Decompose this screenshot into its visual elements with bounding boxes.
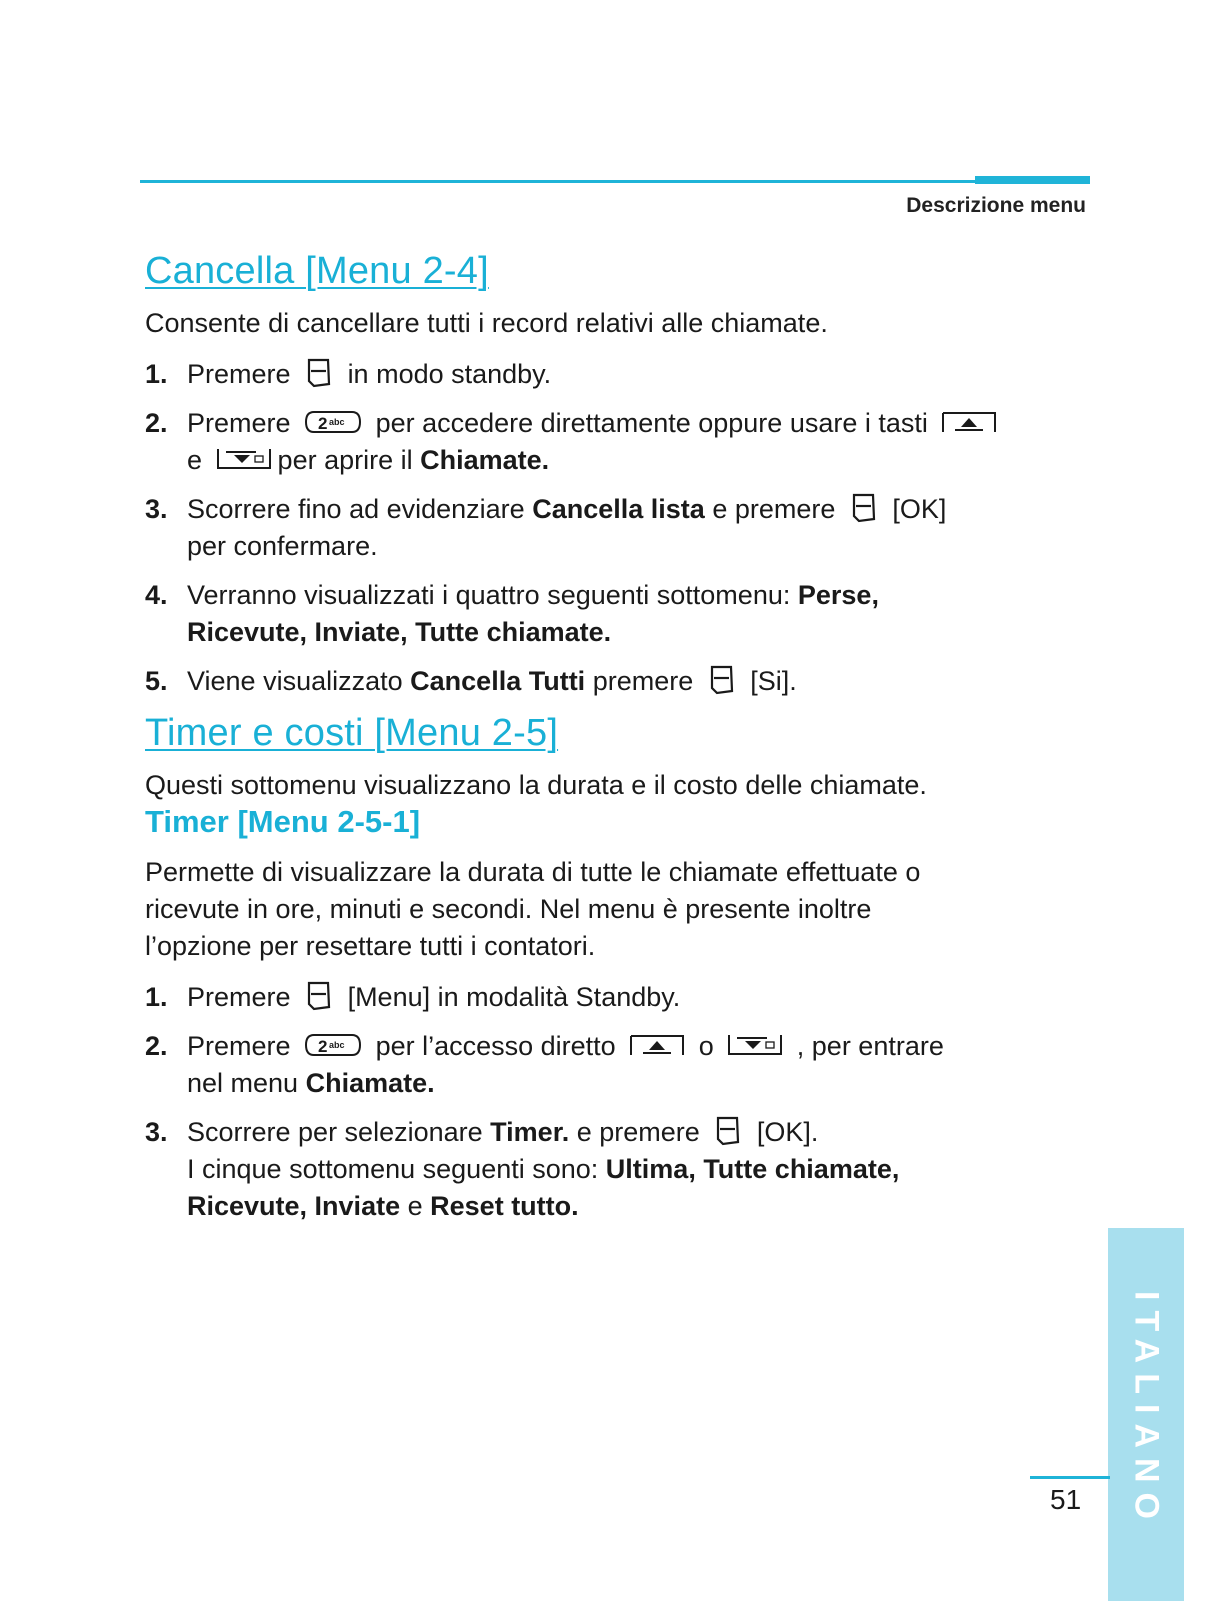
header-rule — [140, 180, 1090, 183]
list-item — [145, 1028, 1090, 1102]
step-text: Scorrere per selezionare — [187, 1117, 483, 1147]
list-item — [145, 663, 1090, 700]
subsection-paragraph — [145, 854, 1090, 965]
step-text: Premere — [187, 982, 291, 1012]
step-text: [Menu] in modalità Standby. — [347, 982, 681, 1012]
step-text: o — [698, 1031, 714, 1061]
steps-list-cancella — [145, 356, 1090, 700]
nav-up-key-icon — [629, 1032, 685, 1058]
section-title-cancella: Cancella [Menu 2-4] — [145, 250, 489, 292]
step-bold-text: Ultima, Tutte chiamate, — [605, 1154, 900, 1184]
step-text: e — [187, 445, 203, 475]
step-text: nel menu — [187, 1068, 299, 1098]
step-text: Premere — [187, 1031, 291, 1061]
step-text: [OK]. — [756, 1117, 819, 1147]
step-number: 2. — [145, 408, 168, 438]
step-text: Verranno visualizzati i quattro seguenti sottomenu: — [187, 580, 791, 610]
step-text: per aprire il — [277, 445, 413, 475]
step-number: 4. — [145, 580, 168, 610]
step-bold-text: Ricevute, Inviate, Tutte chiamate. — [187, 617, 612, 647]
list-item — [145, 491, 1090, 565]
nav-up-key-icon — [941, 409, 997, 435]
left-soft-key-icon — [709, 664, 735, 696]
step-text: Premere — [187, 408, 291, 438]
step-bold-text: Reset tutto. — [430, 1191, 579, 1221]
section-intro-cancella: Consente di cancellare tutti i record relativi alle chiamate. — [145, 308, 828, 338]
language-side-tab-label: ITALIANO — [1127, 1290, 1166, 1530]
header-rule-accent — [975, 176, 1090, 184]
section-title-timer-costi: Timer e costi [Menu 2-5] — [145, 712, 559, 754]
step-bold-text: Chiamate. — [305, 1068, 435, 1098]
step-text: e — [407, 1191, 423, 1221]
left-soft-key-icon — [851, 492, 877, 524]
list-item — [145, 1114, 1090, 1225]
step-text: per confermare. — [187, 531, 378, 561]
list-item — [145, 979, 1090, 1016]
steps-list-timer — [145, 979, 1090, 1225]
step-bold-text: Cancella Tutti — [410, 666, 586, 696]
list-item — [145, 405, 1090, 479]
page-content — [145, 250, 1090, 1237]
step-text: Scorrere fino ad evidenziare — [187, 494, 525, 524]
left-soft-key-icon — [306, 980, 332, 1012]
step-number: 3. — [145, 1117, 168, 1147]
step-text: [OK] — [892, 494, 947, 524]
step-bold-text: Timer. — [490, 1117, 570, 1147]
step-number: 5. — [145, 666, 168, 696]
step-bold-text: Cancella lista — [532, 494, 705, 524]
subsection-title-timer: Timer [Menu 2-5-1] — [145, 804, 421, 839]
step-text: per accedere direttamente oppure usare i tasti — [375, 408, 928, 438]
nav-down-key-icon — [727, 1032, 783, 1058]
step-text: e premere — [712, 494, 836, 524]
nav-down-key-icon — [216, 446, 272, 472]
step-number: 2. — [145, 1031, 168, 1061]
step-text: e premere — [576, 1117, 700, 1147]
page-number: 51 — [1050, 1484, 1082, 1515]
list-item — [145, 577, 1090, 651]
left-soft-key-icon — [715, 1115, 741, 1147]
step-bold-text: Perse, — [797, 580, 879, 610]
step-text: in modo standby. — [347, 359, 552, 389]
step-text: premere — [592, 666, 694, 696]
paragraph-line: l’opzione per resettare tutti i contatori. — [145, 931, 596, 961]
step-number: 3. — [145, 494, 168, 524]
page-number-rule — [1030, 1476, 1110, 1479]
paragraph-line: Permette di visualizzare la durata di tutte le chiamate effettuate o — [145, 857, 921, 887]
section-intro-timer-costi: Questi sottomenu visualizzano la durata e il costo delle chiamate. — [145, 770, 927, 800]
paragraph-line: ricevute in ore, minuti e secondi. Nel menu è presente inoltre — [145, 894, 872, 924]
step-number: 1. — [145, 359, 168, 389]
left-soft-key-icon — [306, 357, 332, 389]
step-text: , per entrare — [796, 1031, 944, 1061]
list-item — [145, 356, 1090, 393]
key-2abc-icon — [304, 409, 362, 435]
step-bold-text: Chiamate. — [420, 445, 550, 475]
step-text: Premere — [187, 359, 291, 389]
step-bold-text: Ricevute, Inviate — [187, 1191, 401, 1221]
running-head: Descrizione menu — [906, 194, 1086, 217]
step-text: Viene visualizzato — [187, 666, 403, 696]
key-2abc-icon — [304, 1032, 362, 1058]
step-text: [Si]. — [750, 666, 797, 696]
step-text: I cinque sottomenu seguenti sono: — [187, 1154, 599, 1184]
step-number: 1. — [145, 982, 168, 1012]
step-text: per l’accesso diretto — [375, 1031, 616, 1061]
